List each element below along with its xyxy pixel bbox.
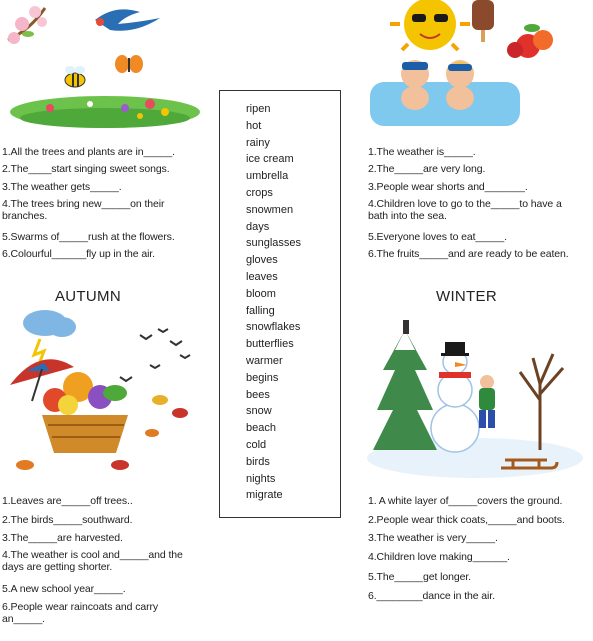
- word-bank-item: crops: [246, 187, 273, 199]
- spring-sentence-1: 1.All the trees and plants are in_____.: [2, 146, 175, 158]
- summer-sentence-3: 3.People wear shorts and_______.: [368, 181, 528, 193]
- winter-sentence-6: 6.________dance in the air.: [368, 590, 495, 602]
- autumn-sentence-5: 5.A new school year_____.: [2, 583, 126, 595]
- spring-sentence-6: 6.Colourful______fly up in the air.: [2, 248, 155, 260]
- summer-sentence-6: 6.The fruits_____and are ready to be eaten.: [368, 248, 569, 260]
- word-bank-item: falling: [246, 304, 275, 317]
- word-bank-item: snowmen: [246, 203, 294, 216]
- summer-sentence-2: 2.The_____are very long.: [368, 163, 486, 175]
- word-bank-item: umbrella: [246, 170, 289, 183]
- word-bank-item: ice cream: [246, 153, 294, 166]
- word-bank-item: snow: [246, 405, 272, 418]
- autumn-title: AUTUMN: [55, 288, 121, 305]
- winter-sentence-4: 4.Children love making______.: [368, 551, 510, 563]
- word-bank-item: beach: [246, 422, 276, 435]
- word-bank-item: nights: [246, 472, 276, 485]
- word-bank-item: birds: [246, 455, 270, 468]
- autumn-illustration: [0, 305, 210, 485]
- word-bank-item: gloves: [246, 254, 278, 267]
- summer-sentence-1: 1.The weather is_____.: [368, 146, 476, 158]
- summer-sentence-4: 4.Children love to go to the_____to have a bath into the sea.: [368, 198, 562, 222]
- word-bank-item: migrate: [246, 489, 283, 502]
- autumn-sentence-2: 2.The birds_____southward.: [2, 514, 133, 526]
- spring-sentence-3: 3.The weather gets_____.: [2, 181, 122, 193]
- word-bank-item: ripen: [246, 103, 271, 115]
- word-bank-item: bloom: [246, 287, 276, 300]
- spring-illustration: [0, 0, 210, 135]
- winter-illustration: [365, 310, 585, 480]
- word-bank-item: days: [246, 220, 270, 233]
- winter-sentence-5: 5.The_____get longer.: [368, 571, 471, 583]
- spring-sentence-5: 5.Swarms of_____rush at the flowers.: [2, 231, 175, 243]
- autumn-sentence-1: 1.Leaves are_____off trees..: [2, 495, 133, 507]
- word-bank-item: warmer: [246, 355, 283, 367]
- word-bank-item: leaves: [246, 271, 278, 283]
- word-bank-item: sunglasses: [246, 237, 302, 250]
- word-bank-item: bees: [246, 388, 270, 401]
- autumn-sentence-3: 3.The_____are harvested.: [2, 532, 123, 544]
- winter-sentence-2: 2.People wear thick coats,_____and boots.: [368, 514, 565, 526]
- summer-illustration: [360, 0, 593, 130]
- spring-sentence-4: 4.The trees bring new_____on their branches.: [2, 198, 165, 222]
- word-bank-item: butterflies: [246, 338, 294, 351]
- word-bank-item: snowflakes: [246, 321, 301, 334]
- autumn-sentence-6: 6.People wear raincoats and carry an_____.: [2, 601, 159, 625]
- word-bank-item: begins: [246, 371, 279, 384]
- word-bank-item: hot: [246, 119, 262, 132]
- winter-sentence-3: 3.The weather is very_____.: [368, 532, 498, 544]
- summer-sentence-5: 5.Everyone loves to eat_____.: [368, 231, 507, 243]
- autumn-sentence-4: 4.The weather is cool and_____and the days are getting shorter.: [2, 549, 183, 573]
- winter-title: WINTER: [436, 288, 497, 305]
- winter-sentence-1: 1. A white layer of_____covers the ground.: [368, 495, 563, 507]
- word-bank-item: rainy: [246, 136, 270, 149]
- spring-sentence-2: 2.The____start singing sweet songs.: [2, 163, 170, 175]
- word-bank-item: cold: [246, 439, 267, 451]
